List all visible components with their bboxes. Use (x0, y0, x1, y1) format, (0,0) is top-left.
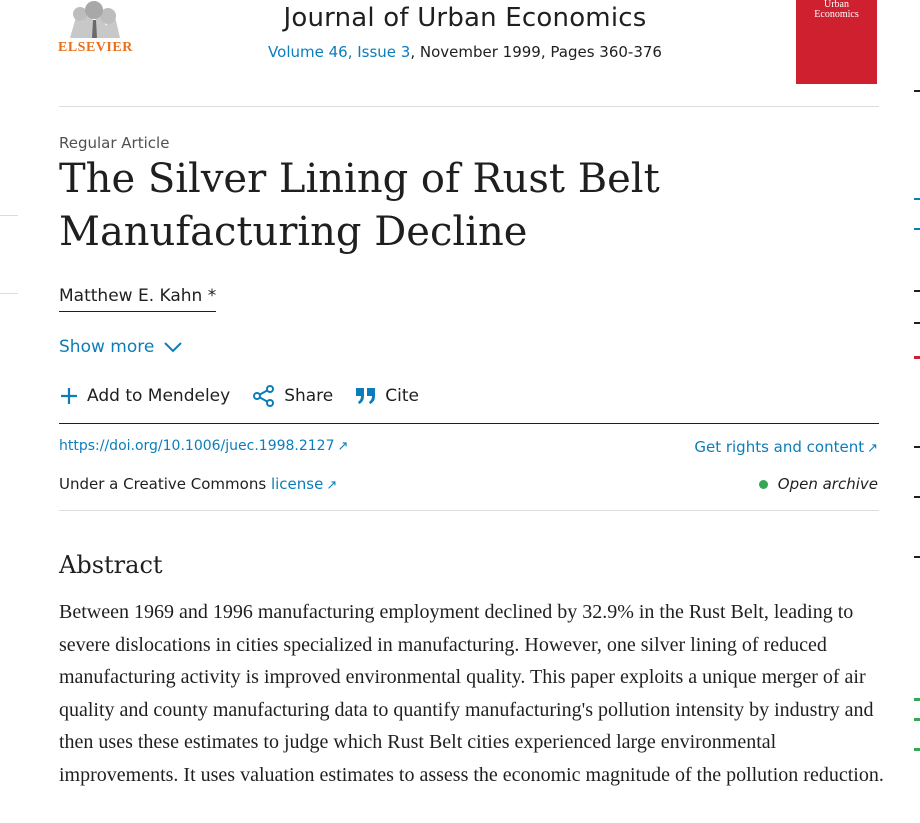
right-edge-fragment (914, 356, 920, 359)
cite-button[interactable] (355, 386, 419, 406)
doi-text: https://doi.org/10.1006/juec.1998.2127 (59, 438, 335, 454)
right-edge-fragment (914, 322, 920, 324)
issue-line (250, 43, 680, 61)
author-marker: * (207, 286, 217, 306)
doi-link[interactable] (59, 438, 348, 454)
get-rights-link[interactable] (694, 438, 878, 456)
license-line (59, 475, 337, 493)
plus-icon (59, 386, 79, 406)
abstract-heading: Abstract (59, 551, 163, 579)
cover-text-economics: Economics (814, 9, 859, 20)
open-archive-dot-icon (759, 480, 768, 489)
external-link-icon: ↗ (337, 439, 349, 454)
external-link-icon: ↗ (326, 478, 338, 493)
elsevier-logo-text: ELSEVIER (58, 40, 133, 55)
elsevier-logo[interactable] (56, 0, 136, 60)
right-edge-fragment (914, 748, 920, 751)
license-link[interactable] (271, 475, 337, 493)
open-archive-badge (759, 475, 878, 493)
license-prefix: Under a Creative Commons (59, 475, 271, 493)
meta-divider (59, 510, 879, 511)
open-archive-label: Open archive (777, 475, 878, 493)
right-edge-fragment (914, 698, 920, 701)
author-name: Matthew E. Kahn (59, 286, 203, 306)
article-type: Regular Article (59, 134, 170, 152)
share-button[interactable] (252, 384, 333, 408)
article-title: The Silver Lining of Rust Belt Manufacturing Decline (59, 156, 660, 255)
get-rights-text: Get rights and content (694, 438, 865, 456)
add-to-mendeley-label: Add to Mendeley (87, 386, 231, 406)
right-edge-fragment (914, 198, 920, 200)
right-edge-fragment (914, 228, 920, 230)
cover-text-urban: Urban (824, 0, 849, 10)
header-divider (59, 106, 879, 107)
right-edge-fragment (914, 90, 920, 92)
left-edge-divider (0, 293, 18, 294)
chevron-down-icon (164, 341, 182, 353)
right-edge-fragment (914, 290, 920, 292)
right-edge-fragment (914, 496, 920, 498)
left-edge-divider (0, 215, 18, 216)
right-edge-fragment (914, 446, 920, 448)
right-edge-fragment (914, 556, 920, 558)
abstract-text: Between 1969 and 1996 manufacturing employment declined by 32.9% in the Rust Belt, leading to severe dislocations in cities specialized in manufacturing. However, one silver lining of reduced manufacturing activity is improved environmental quality. This paper exploits a unique merger of air quality and county manufacturing data to quantify manufacturing's pollution intensity by industry and then uses these estimates to judge which Rust Belt cities experienced large environmental improvements. It uses valuation estimates to assess the economic magnitude of the pollution reduction. (59, 601, 884, 786)
show-more-label: Show more (59, 337, 155, 357)
external-link-icon: ↗ (867, 441, 878, 456)
right-edge-fragment (914, 718, 920, 721)
tree-logo-icon (60, 0, 130, 40)
issue-details: , November 1999, Pages 360-376 (410, 43, 662, 61)
journal-cover-image[interactable] (796, 0, 877, 84)
add-to-mendeley-button[interactable] (59, 386, 230, 406)
license-link-text: license (270, 475, 324, 493)
share-label: Share (284, 386, 334, 406)
quote-icon (355, 386, 377, 406)
volume-issue-link[interactable]: Volume 46, Issue 3 (268, 43, 411, 61)
article-toolbar (59, 384, 441, 408)
share-icon (252, 384, 276, 408)
cite-label: Cite (385, 386, 419, 406)
journal-title[interactable]: Journal of Urban Economics (283, 3, 647, 33)
toolbar-divider (59, 423, 879, 424)
show-more-button[interactable] (59, 337, 182, 357)
author-button[interactable] (59, 286, 216, 312)
